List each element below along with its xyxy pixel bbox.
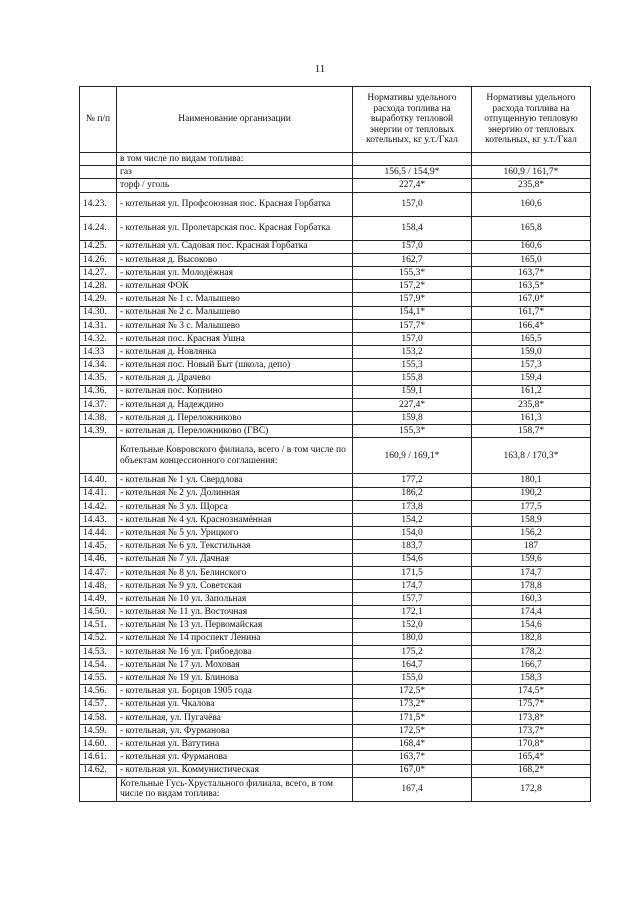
table-row bbox=[80, 253, 591, 266]
row-number: 14.34. bbox=[80, 359, 117, 372]
row-number: 14.54. bbox=[80, 659, 117, 672]
norm-supply-value: 165,0 bbox=[472, 253, 591, 266]
table-row bbox=[80, 346, 591, 359]
norm-production-value: 155,3 bbox=[353, 359, 472, 372]
row-number: 14.49. bbox=[80, 593, 117, 606]
organization-name: - котельная № 8 ул. Белинского bbox=[117, 566, 353, 579]
table-row bbox=[80, 738, 591, 751]
organization-name: - котельная ул. Профсоюзная пос. Красная Горбатка bbox=[117, 192, 353, 216]
table-row bbox=[80, 319, 591, 332]
norm-production-value: 157,9* bbox=[353, 293, 472, 306]
row-number: 14.51. bbox=[80, 619, 117, 632]
organization-name: - котельная ул. Коммунистическая bbox=[117, 764, 353, 777]
norm-supply-value: 158,7* bbox=[472, 425, 591, 438]
organization-name: в том числе по видам топлива: bbox=[117, 153, 353, 166]
row-number: 14.31. bbox=[80, 319, 117, 332]
row-number: 14.32. bbox=[80, 332, 117, 345]
norm-supply-value: 174,4 bbox=[472, 606, 591, 619]
norm-supply-value: 160,6 bbox=[472, 240, 591, 253]
table-row bbox=[80, 711, 591, 724]
norm-production-value: 180,0 bbox=[353, 632, 472, 645]
norm-supply-value: 175,7* bbox=[472, 698, 591, 711]
row-number: 14.62. bbox=[80, 764, 117, 777]
norm-supply-value: 160,3 bbox=[472, 593, 591, 606]
table-row bbox=[80, 659, 591, 672]
norm-supply-value: 160,9 / 161,7* bbox=[472, 166, 591, 179]
organization-name: торф / уголь bbox=[117, 179, 353, 192]
table-row bbox=[80, 438, 591, 474]
row-number: 14.58. bbox=[80, 711, 117, 724]
norm-production-value: 157,2* bbox=[353, 280, 472, 293]
row-number: 14.30. bbox=[80, 306, 117, 319]
table-row bbox=[80, 672, 591, 685]
norm-production-value: 159,1 bbox=[353, 385, 472, 398]
norm-supply-value: 159,4 bbox=[472, 372, 591, 385]
organization-name: - котельная д. Новлянка bbox=[117, 346, 353, 359]
row-number: 14.55. bbox=[80, 672, 117, 685]
table-row bbox=[80, 553, 591, 566]
table-row bbox=[80, 385, 591, 398]
row-number bbox=[80, 166, 117, 179]
organization-name: - котельная ул. Чкалова bbox=[117, 698, 353, 711]
organization-name: - котельная № 1 с. Малышево bbox=[117, 293, 353, 306]
norm-supply-value: 166,7 bbox=[472, 659, 591, 672]
row-number: 14.46. bbox=[80, 553, 117, 566]
row-number: 14.35. bbox=[80, 372, 117, 385]
organization-name: - котельная пос. Копнино bbox=[117, 385, 353, 398]
table-row bbox=[80, 724, 591, 737]
organization-name: - котельная пос. Красная Ушна bbox=[117, 332, 353, 345]
norm-production-value: 157,0 bbox=[353, 332, 472, 345]
norm-production-value: 171,5* bbox=[353, 711, 472, 724]
organization-name: - котельная ул. Борцов 1905 года bbox=[117, 685, 353, 698]
norm-production-value: 154,2 bbox=[353, 513, 472, 526]
norm-production-value: 175,2 bbox=[353, 645, 472, 658]
table-row bbox=[80, 474, 591, 487]
table-row bbox=[80, 606, 591, 619]
row-number: 14.29. bbox=[80, 293, 117, 306]
norm-supply-value: 235,8* bbox=[472, 179, 591, 192]
row-number: 14.27. bbox=[80, 266, 117, 279]
organization-name: - котельная № 9 ул. Советская bbox=[117, 579, 353, 592]
table-row bbox=[80, 306, 591, 319]
norm-production-value: 177,2 bbox=[353, 474, 472, 487]
norm-supply-value: 168,2* bbox=[472, 764, 591, 777]
organization-name: - котельная ул. Молодёжная bbox=[117, 266, 353, 279]
organization-name: - котельная № 5 ул. Урицкого bbox=[117, 527, 353, 540]
table-row bbox=[80, 527, 591, 540]
row-number: 14.61. bbox=[80, 751, 117, 764]
norm-production-value: 172,5* bbox=[353, 724, 472, 737]
norm-production-value: 154,6 bbox=[353, 553, 472, 566]
table-row bbox=[80, 425, 591, 438]
row-number: 14.53. bbox=[80, 645, 117, 658]
organization-name: - котельная № 2 ул. Долинная bbox=[117, 487, 353, 500]
row-number: 14.26. bbox=[80, 253, 117, 266]
row-number: 14.52. bbox=[80, 632, 117, 645]
norm-production-value: 172,5* bbox=[353, 685, 472, 698]
organization-name: - котельная ул. Пролетарская пос. Красная Горбатка bbox=[117, 216, 353, 240]
norm-supply-value: 163,7* bbox=[472, 266, 591, 279]
norm-supply-value: 163,8 / 170,3* bbox=[472, 438, 591, 474]
table-row bbox=[80, 500, 591, 513]
table-row bbox=[80, 685, 591, 698]
norm-production-value: 164,7 bbox=[353, 659, 472, 672]
table-row bbox=[80, 412, 591, 425]
organization-name: - котельная д. Переложниково (ГВС) bbox=[117, 425, 353, 438]
norm-supply-value: 173,7* bbox=[472, 724, 591, 737]
norm-supply-value: 174,5* bbox=[472, 685, 591, 698]
table-body bbox=[80, 153, 591, 802]
norm-supply-value: 158,3 bbox=[472, 672, 591, 685]
table-row bbox=[80, 372, 591, 385]
norm-supply-value: 156,2 bbox=[472, 527, 591, 540]
norm-production-value: 227,4* bbox=[353, 398, 472, 411]
table-row bbox=[80, 487, 591, 500]
organization-name: - котельная № 7 ул. Дачная bbox=[117, 553, 353, 566]
organization-name: - котельная д. Драчево bbox=[117, 372, 353, 385]
norm-supply-value: 157,3 bbox=[472, 359, 591, 372]
header-norm-supply: Нормативы удельного расхода топлива на отпущенную тепловую энергию от тепловых котельных, кг у.т./Гкал bbox=[472, 87, 591, 153]
norm-supply-value: 158,9 bbox=[472, 513, 591, 526]
norm-production-value: 157,0 bbox=[353, 240, 472, 253]
organization-name: - котельная № 19 ул. Блинова bbox=[117, 672, 353, 685]
organization-name: - котельная ул. Фурманова bbox=[117, 751, 353, 764]
table-row bbox=[80, 751, 591, 764]
row-number: 14.45. bbox=[80, 540, 117, 553]
norm-supply-value: 190,2 bbox=[472, 487, 591, 500]
norm-production-value: 159,8 bbox=[353, 412, 472, 425]
table-row bbox=[80, 698, 591, 711]
table-row bbox=[80, 192, 591, 216]
row-number: 14.41. bbox=[80, 487, 117, 500]
table-row bbox=[80, 513, 591, 526]
row-number: 14.37. bbox=[80, 398, 117, 411]
header-num: № п/п bbox=[80, 87, 117, 153]
organization-name: - котельная № 6 ул. Текстильная bbox=[117, 540, 353, 553]
organization-name: Котельные Гусь-Хрустального филиала, всего, в том числе по видам топлива: bbox=[117, 777, 353, 801]
table-row bbox=[80, 216, 591, 240]
organization-name: - котельная ул. Ватутина bbox=[117, 738, 353, 751]
norm-production-value: 168,4* bbox=[353, 738, 472, 751]
norm-supply-value: 165,8 bbox=[472, 216, 591, 240]
table-row bbox=[80, 179, 591, 192]
row-number: 14.57. bbox=[80, 698, 117, 711]
row-number bbox=[80, 153, 117, 166]
table-row bbox=[80, 280, 591, 293]
organization-name: Котельные Ковровского филиала, всего / в том числе по объектам концессионного соглашения: bbox=[117, 438, 353, 474]
row-number bbox=[80, 179, 117, 192]
norm-production-value: 227,4* bbox=[353, 179, 472, 192]
table-row bbox=[80, 632, 591, 645]
table-row bbox=[80, 593, 591, 606]
table-row bbox=[80, 332, 591, 345]
norm-supply-value: 165,5 bbox=[472, 332, 591, 345]
norm-production-value: 173,2* bbox=[353, 698, 472, 711]
row-number: 14.24. bbox=[80, 216, 117, 240]
norm-supply-value: 165,4* bbox=[472, 751, 591, 764]
norm-production-value: 157,7 bbox=[353, 593, 472, 606]
norm-supply-value: 161,2 bbox=[472, 385, 591, 398]
norm-supply-value: 161,7* bbox=[472, 306, 591, 319]
row-number: 14.42. bbox=[80, 500, 117, 513]
norm-supply-value: 182,8 bbox=[472, 632, 591, 645]
norm-production-value: 167,4 bbox=[353, 777, 472, 801]
organization-name: - котельная д. Переложниково bbox=[117, 412, 353, 425]
table-row bbox=[80, 566, 591, 579]
norm-production-value: 155,3* bbox=[353, 266, 472, 279]
norm-production-value: 154,0 bbox=[353, 527, 472, 540]
organization-name: - котельная ул. Садовая пос. Красная Горбатка bbox=[117, 240, 353, 253]
norm-supply-value: 180,1 bbox=[472, 474, 591, 487]
norm-supply-value: 161,3 bbox=[472, 412, 591, 425]
norm-supply-value: 163,5* bbox=[472, 280, 591, 293]
norm-production-value: 167,0* bbox=[353, 764, 472, 777]
norm-supply-value: 167,0* bbox=[472, 293, 591, 306]
row-number: 14.44. bbox=[80, 527, 117, 540]
row-number: 14.43. bbox=[80, 513, 117, 526]
norm-production-value: 162,7 bbox=[353, 253, 472, 266]
table-row bbox=[80, 293, 591, 306]
table-row bbox=[80, 645, 591, 658]
organization-name: - котельная д. Высоково bbox=[117, 253, 353, 266]
organization-name: - котельная № 14 проспект Ленина bbox=[117, 632, 353, 645]
row-number bbox=[80, 777, 117, 801]
table-row bbox=[80, 579, 591, 592]
organization-name: - котельная № 17 ул. Моховая bbox=[117, 659, 353, 672]
norm-production-value: 183,7 bbox=[353, 540, 472, 553]
organization-name: - котельная № 10 ул. Запольная bbox=[117, 593, 353, 606]
norm-production-value: 174,7 bbox=[353, 579, 472, 592]
norm-production-value: 154,1* bbox=[353, 306, 472, 319]
row-number: 14.50. bbox=[80, 606, 117, 619]
norm-supply-value: 174,7 bbox=[472, 566, 591, 579]
organization-name: - котельная № 16 ул. Грибоедова bbox=[117, 645, 353, 658]
row-number: 14.28. bbox=[80, 280, 117, 293]
organization-name: - котельная д. Надеждино bbox=[117, 398, 353, 411]
organization-name: - котельная № 13 ул. Первомайская bbox=[117, 619, 353, 632]
row-number: 14.25. bbox=[80, 240, 117, 253]
norm-supply-value: 187 bbox=[472, 540, 591, 553]
norm-production-value: 153,2 bbox=[353, 346, 472, 359]
norm-production-value bbox=[353, 153, 472, 166]
norm-production-value: 157,0 bbox=[353, 192, 472, 216]
row-number: 14.40. bbox=[80, 474, 117, 487]
table-row bbox=[80, 166, 591, 179]
fuel-norms-table bbox=[79, 86, 591, 802]
header-norm-production: Нормативы удельного расхода топлива на выработку тепловой энергии от тепловых котельных, кг у.т./Гкал bbox=[353, 87, 472, 153]
norm-production-value: 173,8 bbox=[353, 500, 472, 513]
norm-production-value: 163,7* bbox=[353, 751, 472, 764]
norm-supply-value bbox=[472, 153, 591, 166]
row-number: 14.36. bbox=[80, 385, 117, 398]
norm-production-value: 155,8 bbox=[353, 372, 472, 385]
organization-name: - котельная № 3 с. Малышево bbox=[117, 319, 353, 332]
norm-production-value: 158,4 bbox=[353, 216, 472, 240]
organization-name: - котельная № 4 ул. Краснознамённая bbox=[117, 513, 353, 526]
norm-production-value: 157,7* bbox=[353, 319, 472, 332]
norm-production-value: 152,0 bbox=[353, 619, 472, 632]
norm-production-value: 160,9 / 169,1* bbox=[353, 438, 472, 474]
norm-supply-value: 159,0 bbox=[472, 346, 591, 359]
norm-supply-value: 172,8 bbox=[472, 777, 591, 801]
norm-production-value: 171,5 bbox=[353, 566, 472, 579]
row-number: 14.56. bbox=[80, 685, 117, 698]
norm-production-value: 155,3* bbox=[353, 425, 472, 438]
row-number bbox=[80, 438, 117, 474]
norm-production-value: 155,0 bbox=[353, 672, 472, 685]
row-number: 14.60. bbox=[80, 738, 117, 751]
page-number: 11 bbox=[314, 63, 326, 75]
norm-supply-value: 170,8* bbox=[472, 738, 591, 751]
norm-production-value: 172,1 bbox=[353, 606, 472, 619]
norm-supply-value: 166,4* bbox=[472, 319, 591, 332]
organization-name: - котельная № 2 с. Малышево bbox=[117, 306, 353, 319]
norm-supply-value: 154,6 bbox=[472, 619, 591, 632]
table-row bbox=[80, 619, 591, 632]
table-row bbox=[80, 153, 591, 166]
row-number: 14.23. bbox=[80, 192, 117, 216]
row-number: 14.39. bbox=[80, 425, 117, 438]
organization-name: - котельная, ул. Пугачёва bbox=[117, 711, 353, 724]
organization-name: газ bbox=[117, 166, 353, 179]
norm-supply-value: 235,8* bbox=[472, 398, 591, 411]
norm-supply-value: 159,6 bbox=[472, 553, 591, 566]
table-row bbox=[80, 777, 591, 801]
row-number: 14.33 bbox=[80, 346, 117, 359]
row-number: 14.38. bbox=[80, 412, 117, 425]
organization-name: - котельная пос. Новый Быт (школа, депо) bbox=[117, 359, 353, 372]
row-number: 14.48. bbox=[80, 579, 117, 592]
table-row bbox=[80, 359, 591, 372]
norm-supply-value: 178,2 bbox=[472, 645, 591, 658]
table-row bbox=[80, 266, 591, 279]
organization-name: - котельная, ул. Фурманова bbox=[117, 724, 353, 737]
norm-supply-value: 173,8* bbox=[472, 711, 591, 724]
norm-supply-value: 178,8 bbox=[472, 579, 591, 592]
organization-name: - котельная ФОК bbox=[117, 280, 353, 293]
row-number: 14.47. bbox=[80, 566, 117, 579]
table-row bbox=[80, 398, 591, 411]
norm-supply-value: 177,5 bbox=[472, 500, 591, 513]
table-header-row bbox=[80, 87, 591, 153]
table-row bbox=[80, 240, 591, 253]
organization-name: - котельная № 11 ул. Восточная bbox=[117, 606, 353, 619]
organization-name: - котельная № 1 ул. Свердлова bbox=[117, 474, 353, 487]
norm-production-value: 186,2 bbox=[353, 487, 472, 500]
table-row bbox=[80, 764, 591, 777]
organization-name: - котельная № 3 ул. Щорса bbox=[117, 500, 353, 513]
row-number: 14.59. bbox=[80, 724, 117, 737]
table-row bbox=[80, 540, 591, 553]
norm-production-value: 156,5 / 154,9* bbox=[353, 166, 472, 179]
header-organization: Наименование организации bbox=[117, 87, 353, 153]
norm-supply-value: 160,6 bbox=[472, 192, 591, 216]
